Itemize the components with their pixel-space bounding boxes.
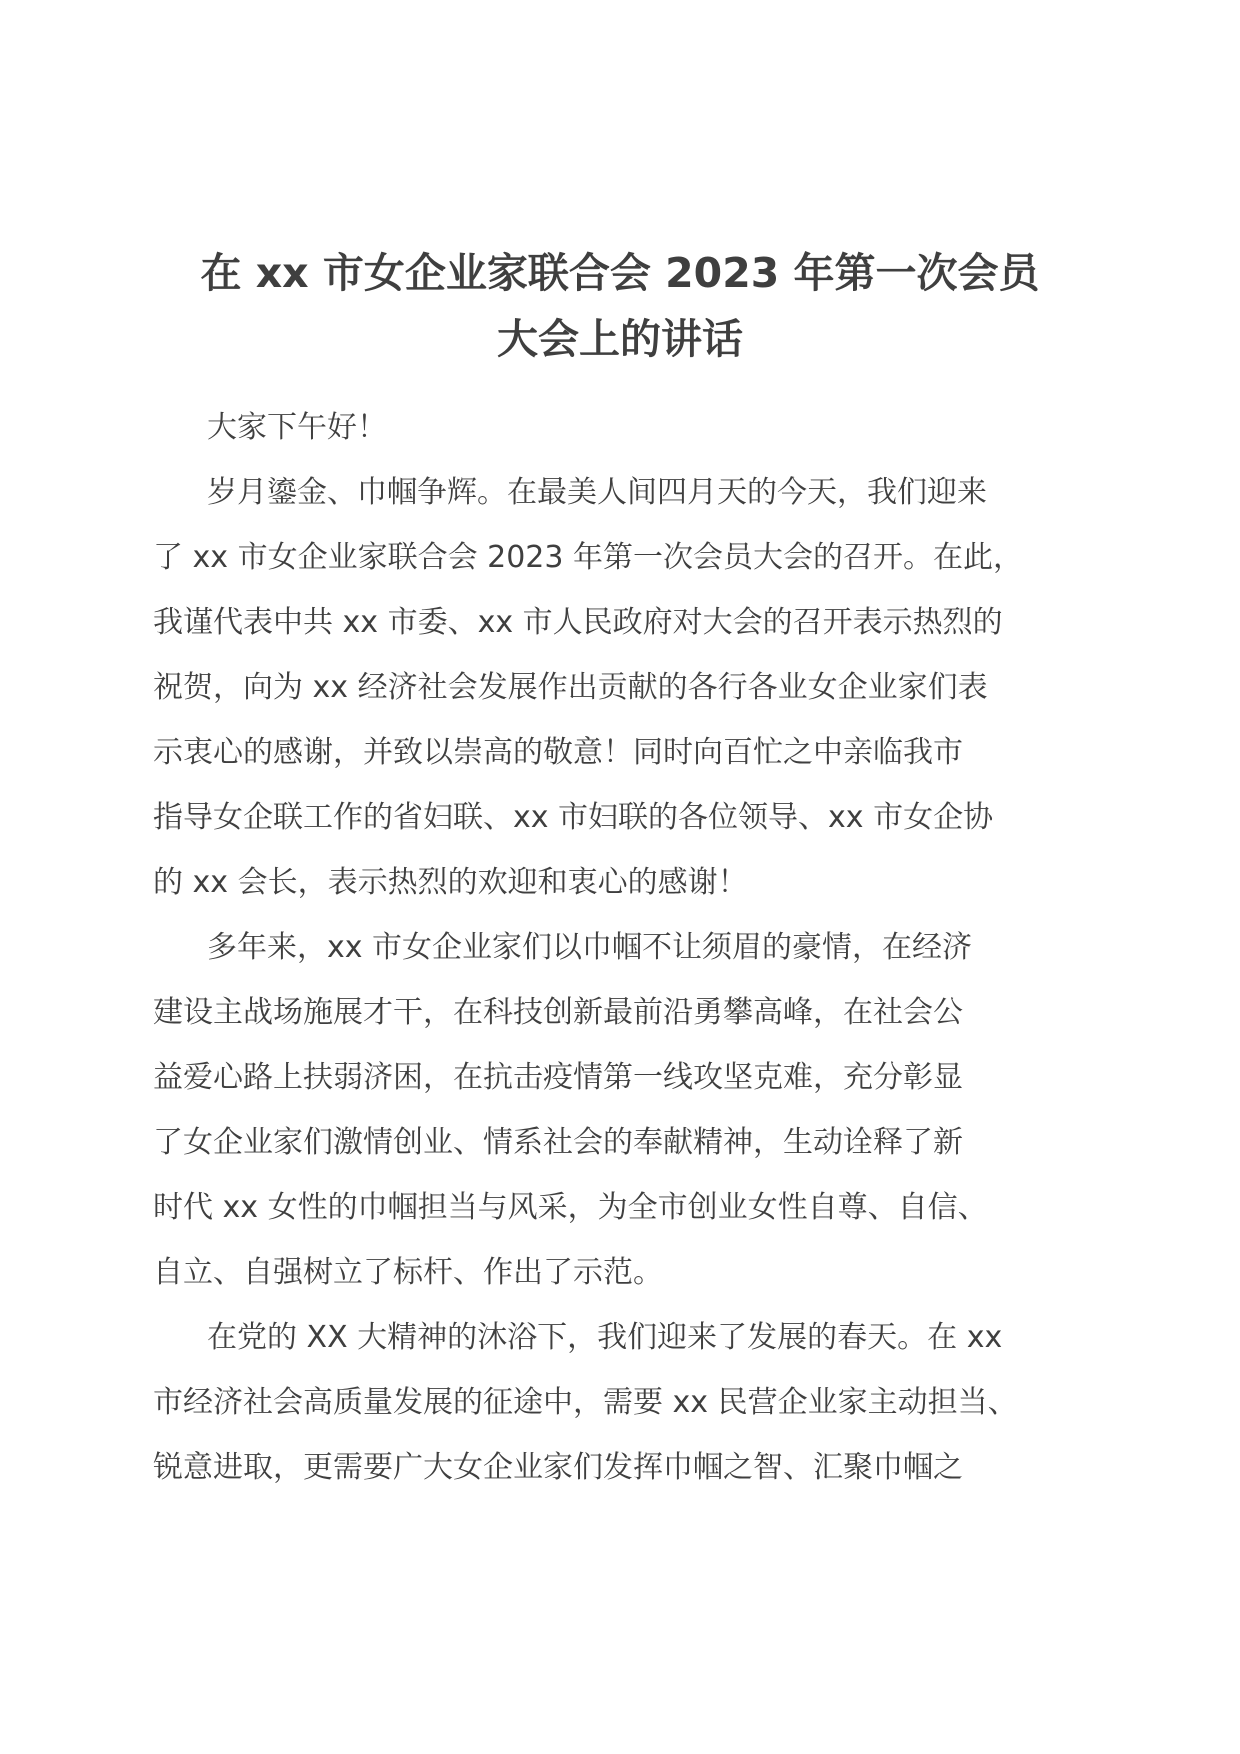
paragraph-line: 指导女企联工作的省妇联、xx 市妇联的各位领导、xx 市女企协 (153, 800, 994, 835)
paragraph-line: 岁月鎏金、巾帼争辉。在最美人间四月天的今天，我们迎来 (207, 475, 987, 510)
title-line-1: 在 xx 市女企业家联合会 2023 年第一次会员 (200, 249, 1040, 297)
paragraph-line: 了女企业家们激情创业、情系社会的奉献精神，生动诠释了新 (153, 1125, 963, 1160)
paragraph-line: 益爱心路上扶弱济困，在抗击疫情第一线攻坚克难，充分彰显 (153, 1060, 963, 1095)
paragraph-line: 祝贺，向为 xx 经济社会发展作出贡献的各行各业女企业家们表 (153, 670, 988, 705)
paragraph-line: 示衷心的感谢，并致以崇高的敬意！同时向百忙之中亲临我市 (153, 735, 963, 770)
title-line-2: 大会上的讲话 (497, 315, 743, 363)
document-title (150, 240, 1090, 372)
paragraph-line: 时代 xx 女性的巾帼担当与风采，为全市创业女性自尊、自信、 (153, 1190, 988, 1225)
paragraph-line: 我谨代表中共 xx 市委、xx 市人民政府对大会的召开表示热烈的 (153, 605, 1003, 640)
paragraph-line: 了 xx 市女企业家联合会 2023 年第一次会员大会的召开。在此， (153, 540, 1023, 575)
paragraph-line: 在党的 XX 大精神的沐浴下，我们迎来了发展的春天。在 xx (207, 1320, 1003, 1355)
paragraph-line: 多年来，xx 市女企业家们以巾帼不让须眉的豪情，在经济 (207, 930, 973, 965)
paragraph-line: 市经济社会高质量发展的征途中，需要 xx 民营企业家主动担当、 (153, 1385, 1018, 1420)
paragraph-line: 锐意进取，更需要广大女企业家们发挥巾帼之智、汇聚巾帼之 (153, 1450, 963, 1485)
paragraph-line: 自立、自强树立了标杆、作出了示范。 (153, 1255, 663, 1290)
document-body (153, 395, 1113, 1500)
paragraph-line: 的 xx 会长，表示热烈的欢迎和衷心的感谢！ (153, 865, 748, 900)
paragraph-line: 建设主战场施展才干，在科技创新最前沿勇攀高峰，在社会公 (153, 995, 963, 1030)
paragraph-greeting: 大家下午好！ (207, 410, 387, 445)
